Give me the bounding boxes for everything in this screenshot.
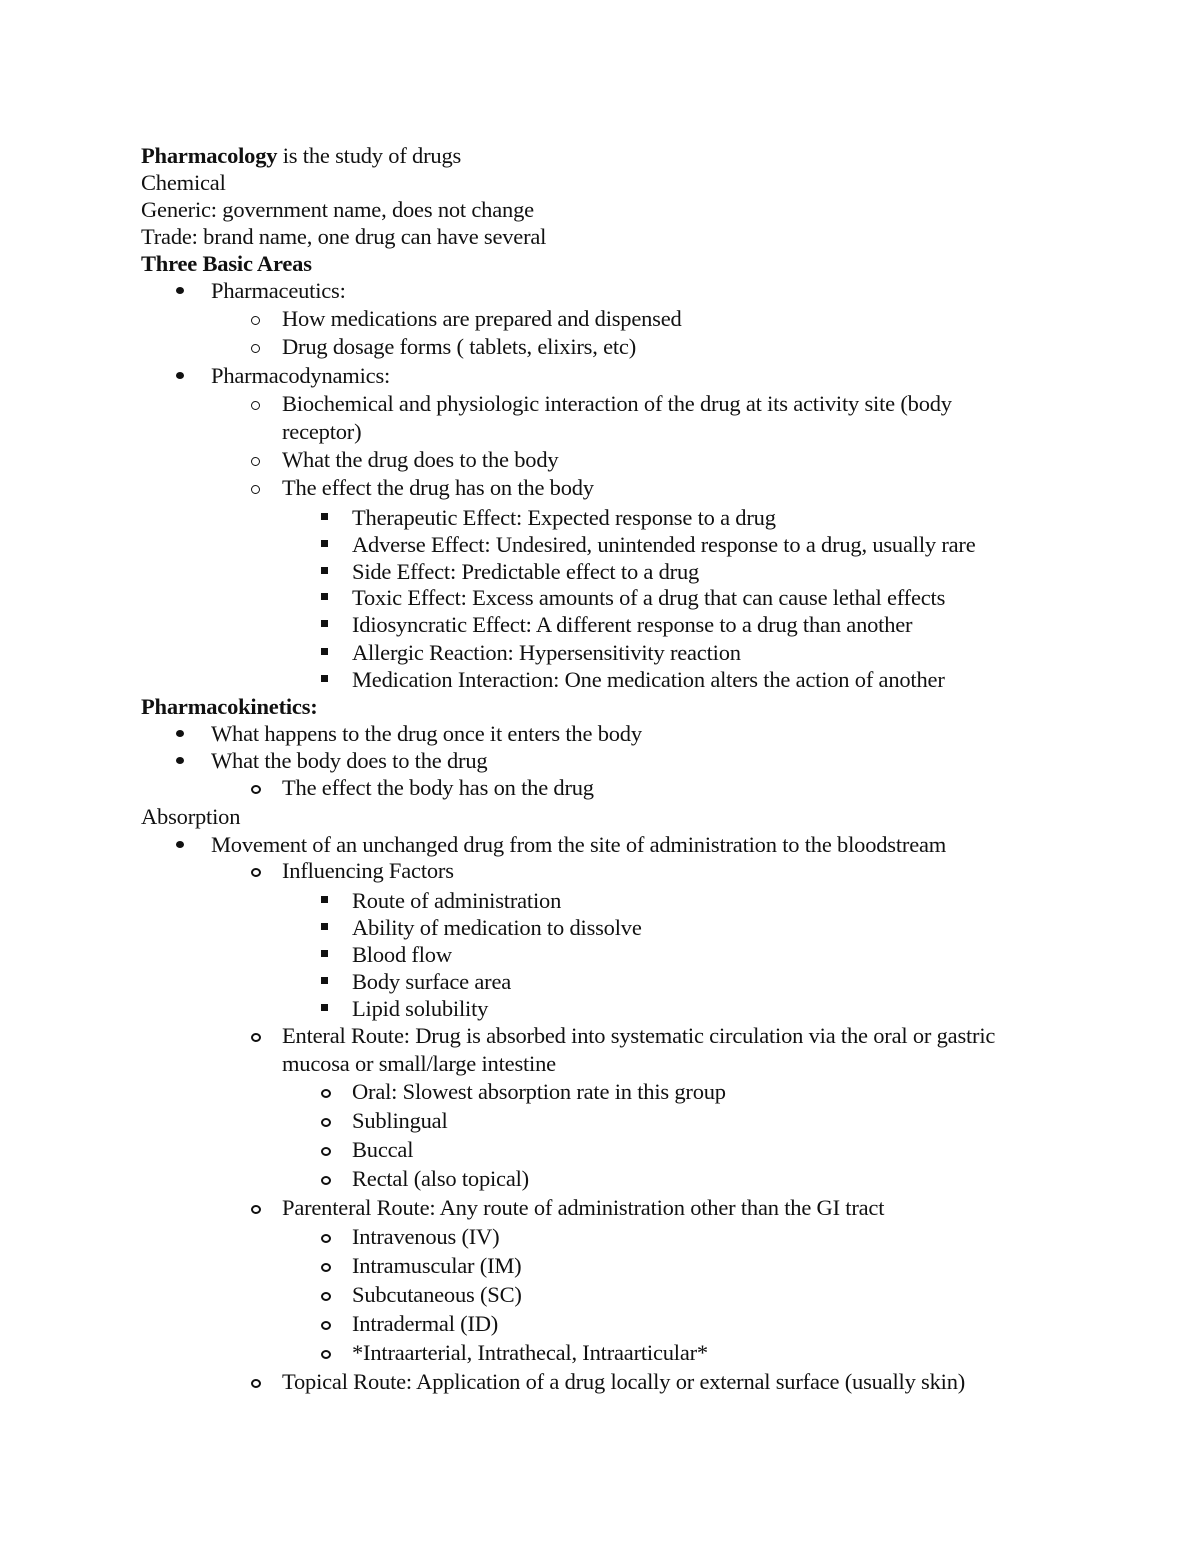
influencing-factor-item: Blood flow: [352, 942, 452, 967]
effect-item: Therapeutic Effect: Expected response to a drug: [352, 505, 776, 530]
enteral-route-continued: mucosa or small/large intestine: [282, 1051, 556, 1076]
parenteral-item: *Intraarterial, Intrathecal, Intraarticular*: [352, 1340, 708, 1365]
parenteral-route: Parenteral Route: Any route of administration other than the GI tract: [282, 1195, 885, 1220]
enteral-item: Sublingual: [352, 1108, 448, 1133]
pharmaceutics-label: Pharmaceutics:: [211, 278, 346, 303]
pharmacokinetics-item: What the body does to the drug: [211, 748, 488, 773]
bullet-circle-icon: [321, 1118, 331, 1127]
heading-absorption: Absorption: [141, 804, 241, 829]
effect-item: Adverse Effect: Undesired, unintended response to a drug, usually rare: [352, 532, 976, 557]
absorption-movement: Movement of an unchanged drug from the site of administration to the bloodstream: [211, 832, 947, 857]
bullet-circle-icon: [321, 1176, 331, 1185]
influencing-factor-item: Ability of medication to dissolve: [352, 915, 642, 940]
bullet-square-icon: [321, 513, 328, 520]
bullet-square-icon: [321, 593, 328, 600]
enteral-item: Oral: Slowest absorption rate in this group: [352, 1079, 726, 1104]
enteral-item: Rectal (also topical): [352, 1166, 529, 1191]
pharmacodynamics-item: What the drug does to the body: [282, 447, 559, 472]
effect-item: Side Effect: Predictable effect to a drug: [352, 559, 700, 584]
topical-route: Topical Route: Application of a drug locally or external surface (usually skin): [282, 1369, 966, 1394]
intro-line-pharmacology: [141, 142, 461, 169]
bullet-circle-icon: [251, 868, 261, 877]
heading-pharmacokinetics: Pharmacokinetics:: [141, 694, 318, 719]
bullet-circle-icon: [251, 1379, 261, 1388]
bullet-circle-icon: [251, 401, 260, 410]
parenteral-item: Subcutaneous (SC): [352, 1282, 522, 1307]
bullet-square-icon: [321, 648, 328, 655]
intro-generic: Generic: government name, does not change: [141, 197, 534, 222]
bullet-square-icon: [321, 977, 328, 984]
bullet-square-icon: [321, 567, 328, 574]
bullet-square-icon: [321, 620, 328, 627]
parenteral-item: Intramuscular (IM): [352, 1253, 522, 1278]
effect-item: Allergic Reaction: Hypersensitivity reaction: [352, 640, 741, 665]
pharmacodynamics-item-continued: receptor): [282, 419, 362, 444]
bullet-disc-icon: [176, 372, 184, 379]
bullet-circle-icon: [251, 316, 260, 325]
bullet-disc-icon: [176, 841, 184, 848]
bullet-disc-icon: [176, 287, 184, 294]
intro-trade: Trade: brand name, one drug can have several: [141, 224, 547, 249]
effect-item: Toxic Effect: Excess amounts of a drug that can cause lethal effects: [352, 585, 946, 610]
bullet-disc-icon: [176, 757, 184, 764]
intro-chemical: Chemical: [141, 170, 226, 195]
bullet-square-icon: [321, 1004, 328, 1011]
bullet-circle-icon: [251, 485, 260, 494]
bullet-circle-icon: [321, 1089, 331, 1098]
bullet-circle-icon: [251, 785, 261, 794]
bullet-circle-icon: [321, 1321, 331, 1330]
parenteral-item: Intravenous (IV): [352, 1224, 500, 1249]
bullet-square-icon: [321, 923, 328, 930]
bullet-circle-icon: [251, 344, 260, 353]
pharmacodynamics-item: The effect the drug has on the body: [282, 475, 594, 500]
influencing-factors-label: Influencing Factors: [282, 858, 454, 883]
pharmacology-term: Pharmacology: [141, 143, 278, 168]
bullet-square-icon: [321, 540, 328, 547]
bullet-circle-icon: [321, 1147, 331, 1156]
effect-item: Medication Interaction: One medication alters the action of another: [352, 667, 945, 692]
influencing-factor-item: Body surface area: [352, 969, 512, 994]
bullet-circle-icon: [321, 1234, 331, 1243]
effect-item: Idiosyncratic Effect: A different response to a drug than another: [352, 612, 913, 637]
pharmacodynamics-label: Pharmacodynamics:: [211, 363, 391, 388]
bullet-circle-icon: [321, 1292, 331, 1301]
influencing-factor-item: Lipid solubility: [352, 996, 489, 1021]
bullet-circle-icon: [251, 1205, 261, 1214]
pharmacokinetics-sub-item: The effect the body has on the drug: [282, 775, 594, 800]
pharmaceutics-item: How medications are prepared and dispensed: [282, 306, 682, 331]
heading-three-basic-areas: Three Basic Areas: [141, 251, 312, 276]
parenteral-item: Intradermal (ID): [352, 1311, 499, 1336]
bullet-circle-icon: [321, 1350, 331, 1359]
pharmaceutics-item: Drug dosage forms ( tablets, elixirs, etc): [282, 334, 636, 359]
pharmacology-definition: is the study of drugs: [277, 143, 462, 168]
bullet-square-icon: [321, 896, 328, 903]
bullet-square-icon: [321, 950, 328, 957]
enteral-item: Buccal: [352, 1137, 414, 1162]
bullet-disc-icon: [176, 730, 184, 737]
bullet-square-icon: [321, 675, 328, 682]
enteral-route: Enteral Route: Drug is absorbed into systematic circulation via the oral or gastric: [282, 1023, 996, 1048]
bullet-circle-icon: [321, 1263, 331, 1272]
bullet-circle-icon: [251, 457, 260, 466]
bullet-circle-icon: [251, 1033, 261, 1042]
pharmacokinetics-item: What happens to the drug once it enters the body: [211, 721, 642, 746]
influencing-factor-item: Route of administration: [352, 888, 562, 913]
pharmacodynamics-item: Biochemical and physiologic interaction of the drug at its activity site (body: [282, 391, 952, 416]
